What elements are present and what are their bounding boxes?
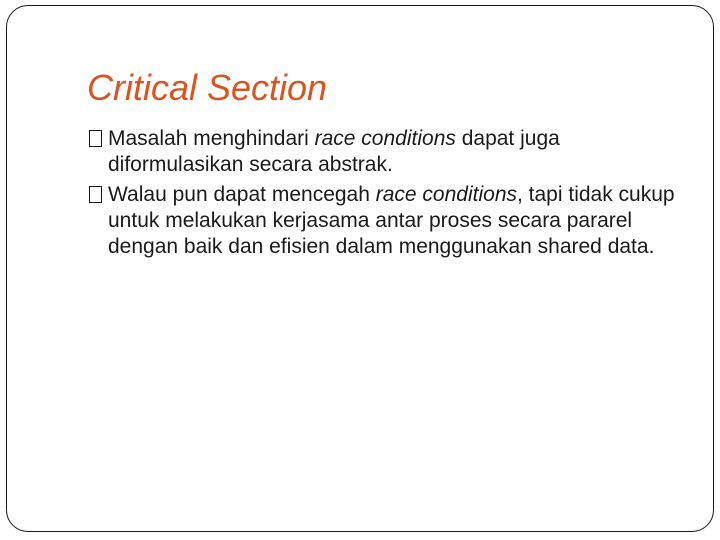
bullet-text-before: Masalah menghindari bbox=[108, 127, 315, 150]
bullet-box-icon bbox=[89, 130, 102, 147]
slide-frame bbox=[6, 5, 714, 532]
bullet-text-after: , tapi tidak cukup untuk melakukan kerjasama antar proses secara pararel dengan baik dan efisien dalam menggunakan shared data. bbox=[108, 183, 675, 258]
slide-title: Critical Section bbox=[87, 67, 328, 108]
bullet-text-before: Walau pun dapat mencegah bbox=[108, 183, 376, 206]
bullet-item bbox=[89, 182, 689, 260]
bullet-list bbox=[89, 126, 689, 264]
bullet-box-icon bbox=[89, 186, 102, 203]
bullet-text-after: dapat juga diformulasikan secara abstrak. bbox=[108, 127, 560, 176]
bullet-item bbox=[89, 126, 689, 178]
bullet-text-emphasis: race conditions bbox=[314, 127, 456, 150]
bullet-text-emphasis: race conditions bbox=[375, 183, 517, 206]
